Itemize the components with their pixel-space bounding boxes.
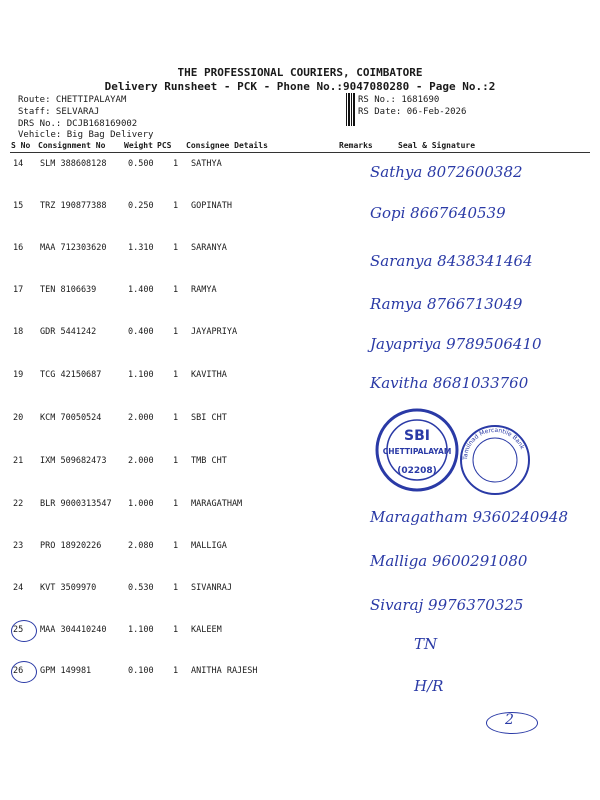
staff-label: Staff: SELVARAJ [18, 107, 100, 117]
sno-circle-mark [11, 620, 37, 642]
row-pcs: 1 [173, 159, 179, 169]
company-title: THE PROFESSIONAL COURIERS, COIMBATORE [177, 66, 423, 79]
signature-text: Saranya 8438341464 [370, 252, 533, 270]
row-pcs: 1 [173, 201, 179, 211]
row-weight: 0.530 [128, 583, 154, 593]
row-pcs: 1 [173, 456, 179, 466]
row-consignment: MAA 712303620 [40, 243, 107, 253]
row-sno: 22 [13, 499, 24, 509]
drs-label: DRS No.: DCJB168169002 [18, 119, 138, 129]
row-sno: 17 [13, 285, 24, 295]
row-weight: 1.100 [128, 370, 154, 380]
row-consignee: SATHYA [191, 159, 222, 169]
sbi-stamp [372, 405, 462, 499]
signature-text: Sathya 8072600382 [370, 163, 523, 181]
row-consignment: TEN 8106639 [40, 285, 97, 295]
handwritten-signature [368, 548, 568, 578]
row-weight: 0.100 [128, 666, 154, 676]
row-consignee: SBI CHT [191, 413, 227, 423]
sbi-stamp-bottom: (02208) [397, 466, 437, 476]
row-pcs: 1 [173, 666, 179, 676]
handwritten-signature [368, 159, 568, 189]
row-consignment: GDR 5441242 [40, 327, 97, 337]
signature-text: H/R [414, 677, 444, 695]
row-sno: 15 [13, 201, 24, 211]
row-sno: 24 [13, 583, 24, 593]
runsheet-subtitle: Delivery Runsheet - PCK - Phone No.:9047080280 - Page No.:2 [104, 80, 496, 93]
signature-text: Kavitha 8681033760 [370, 374, 529, 392]
row-consignment: KCM 70050524 [40, 413, 102, 423]
row-consignee: KAVITHA [191, 370, 227, 380]
signature-text: Sivaraj 9976370325 [370, 596, 524, 614]
signature-text: TN [414, 635, 438, 653]
handwritten-signature [368, 504, 568, 534]
row-sno: 19 [13, 370, 24, 380]
col-weight: Weight [124, 141, 153, 150]
row-consignee: MALLIGA [191, 541, 227, 551]
row-weight: 2.000 [128, 456, 154, 466]
row-weight: 2.000 [128, 413, 154, 423]
header-divider [10, 152, 590, 153]
page-mark: 2 [505, 712, 514, 728]
row-consignee: GOPINATH [191, 201, 232, 211]
row-weight: 0.400 [128, 327, 154, 337]
signature-text: Jayapriya 9789506410 [370, 335, 542, 353]
row-sno: 21 [13, 456, 24, 466]
row-weight: 0.500 [128, 159, 154, 169]
row-sno: 26 [13, 666, 24, 676]
row-consignee: MARAGATHAM [191, 499, 243, 509]
handwritten-signature [368, 331, 568, 361]
row-sno: 25 [13, 625, 24, 635]
row-weight: 1.100 [128, 625, 154, 635]
signature-text: Ramya 8766713049 [370, 295, 523, 313]
row-consignee: SARANYA [191, 243, 227, 253]
route-label: Route: CHETTIPALAYAM [18, 95, 127, 105]
row-sno: 16 [13, 243, 24, 253]
row-consignment: GPM 149981 [40, 666, 92, 676]
sbi-stamp-top: SBI [404, 428, 430, 444]
sno-circle-mark [11, 661, 37, 683]
row-pcs: 1 [173, 625, 179, 635]
col-seal-signature: Seal & Signature [398, 141, 476, 150]
handwritten-signature [412, 673, 600, 703]
row-weight: 1.000 [128, 499, 154, 509]
row-pcs: 1 [173, 285, 179, 295]
signature-text: Maragatham 9360240948 [370, 508, 569, 526]
handwritten-signature [368, 200, 568, 230]
row-consignee: JAYAPRIYA [191, 327, 238, 337]
col-sno: S No [11, 141, 31, 150]
row-pcs: 1 [173, 583, 179, 593]
row-consignment: BLR 9000313547 [40, 499, 112, 509]
row-weight: 1.310 [128, 243, 154, 253]
row-sno: 23 [13, 541, 24, 551]
row-consignment: TCG 42150687 [40, 370, 102, 380]
row-pcs: 1 [173, 243, 179, 253]
row-weight: 1.400 [128, 285, 154, 295]
row-consignee: RAMYA [191, 285, 217, 295]
row-consignment: IXM 509682473 [40, 456, 107, 466]
row-pcs: 1 [173, 499, 179, 509]
row-sno: 20 [13, 413, 24, 423]
row-consignee: KALEEM [191, 625, 222, 635]
row-weight: 2.080 [128, 541, 154, 551]
tmb-stamp-text: Tamilnad Mercantile Bank [461, 426, 526, 461]
row-consignee: SIVANRAJ [191, 583, 232, 593]
rs-number: RS No.: 1681690 [358, 95, 440, 105]
row-consignment: TRZ 190877388 [40, 201, 107, 211]
col-remarks: Remarks [339, 141, 373, 150]
signature-text: Gopi 8667640539 [370, 204, 506, 222]
handwritten-signature [368, 592, 568, 622]
row-sno: 14 [13, 159, 24, 169]
row-sno: 18 [13, 327, 24, 337]
handwritten-signature [412, 631, 600, 661]
col-consignment: Consignment No [38, 141, 106, 150]
barcode [346, 93, 356, 126]
row-consignee: TMB CHT [191, 456, 227, 466]
row-pcs: 1 [173, 541, 179, 551]
row-consignee: ANITHA RAJESH [191, 666, 258, 676]
row-consignment: PRO 18920226 [40, 541, 102, 551]
handwritten-signature [368, 248, 568, 278]
row-consignment: KVT 3509970 [40, 583, 97, 593]
row-pcs: 1 [173, 413, 179, 423]
row-pcs: 1 [173, 370, 179, 380]
signature-text: Malliga 9600291080 [370, 552, 528, 570]
vehicle-label: Vehicle: Big Bag Delivery [18, 130, 154, 140]
row-pcs: 1 [173, 327, 179, 337]
row-consignment: MAA 304410240 [40, 625, 107, 635]
col-pcs: PCS [157, 141, 172, 150]
row-consignment: SLM 388608128 [40, 159, 107, 169]
handwritten-signature [368, 291, 568, 321]
tmb-stamp [455, 420, 535, 504]
handwritten-signature [368, 370, 568, 400]
sbi-stamp-middle: CHETTIPALAYAM [382, 447, 452, 456]
row-weight: 0.250 [128, 201, 154, 211]
col-consignee: Consignee Details [186, 141, 268, 150]
rs-date: RS Date: 06-Feb-2026 [358, 107, 467, 117]
